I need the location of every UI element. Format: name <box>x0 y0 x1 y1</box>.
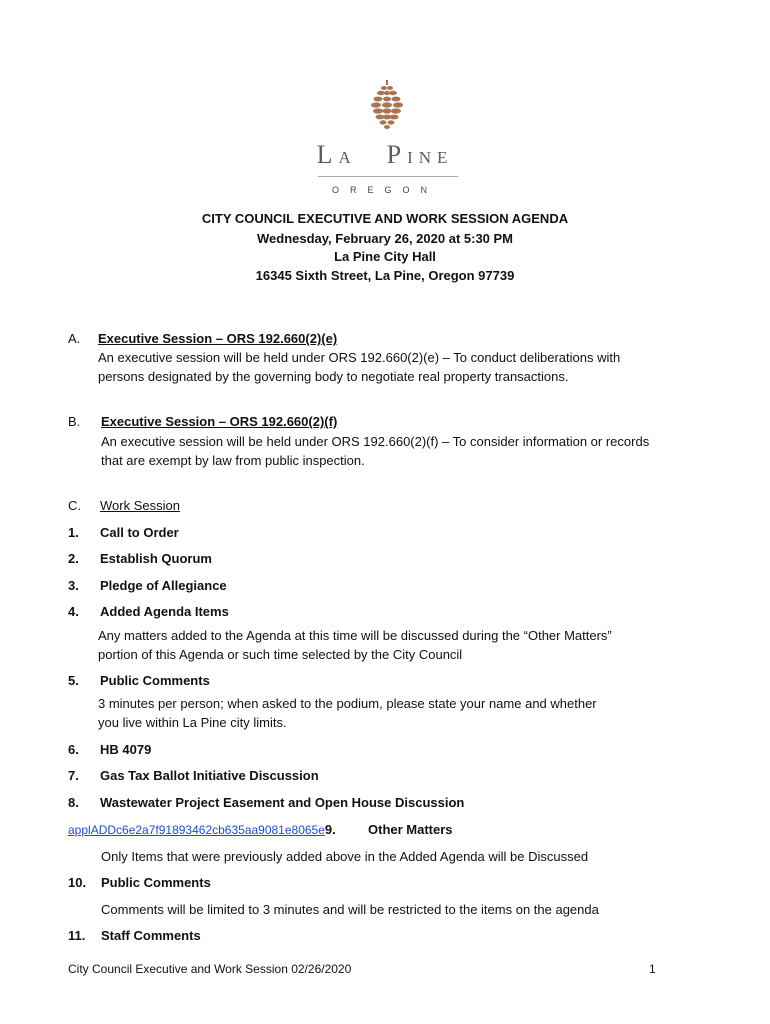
agenda-item: Public Comments <box>101 875 211 890</box>
agenda-item: Wastewater Project Easement and Open House Discussion <box>100 795 465 810</box>
item-number: 7. <box>68 768 79 783</box>
agenda-item: Establish Quorum <box>100 551 212 566</box>
item-description: portion of this Agenda or such time selected by the City Council <box>98 647 463 662</box>
item-description: you live within La Pine city limits. <box>98 715 287 730</box>
logo-letter: L <box>316 140 339 169</box>
agenda-venue: La Pine City Hall <box>334 249 436 264</box>
item-number: 11. <box>68 928 86 943</box>
agenda-item: HB 4079 <box>100 742 152 757</box>
footer-text: City Council Executive and Work Session 02/26/2020 <box>68 962 352 976</box>
item-number: 1. <box>68 525 79 540</box>
section-description: An executive session will be held under ORS 192.660(2)(e) – To conduct deliberations with <box>98 350 621 365</box>
agenda-item: Call to Order <box>100 525 179 540</box>
item-number: 2. <box>68 551 79 566</box>
embedded-link[interactable]: applADDc6e2a7f91893462cb635aa9081e8065e <box>68 823 325 837</box>
agenda-item: Added Agenda Items <box>100 604 229 619</box>
item-number: 8. <box>68 795 79 810</box>
item-number: 3. <box>68 578 79 593</box>
pinecone-logo-icon <box>367 80 407 130</box>
item-description: 3 minutes per person; when asked to the podium, please state your name and whether <box>98 696 597 711</box>
item-description: Any matters added to the Agenda at this time will be discussed during the “Other Matters” <box>98 628 612 643</box>
section-description: An executive session will be held under ORS 192.660(2)(f) – To consider information or records <box>101 434 650 449</box>
section-title: Executive Session – ORS 192.660(2)(e) <box>98 331 338 346</box>
section-letter: A. <box>68 331 81 346</box>
item-description: Only Items that were previously added above in the Added Agenda will be Discussed <box>101 849 589 864</box>
agenda-item: Other Matters <box>368 822 453 837</box>
item-number: 9. <box>324 822 336 837</box>
section-title: Work Session <box>100 498 180 513</box>
item-number: 10. <box>68 875 87 890</box>
section-description: persons designated by the governing body to negotiate real property transactions. <box>98 369 569 384</box>
agenda-address: 16345 Sixth Street, La Pine, Oregon 97739 <box>255 268 515 283</box>
logo-wordmark <box>0 140 770 170</box>
logo-divider <box>318 176 458 177</box>
agenda-item: Pledge of Allegiance <box>100 578 227 593</box>
section-letter: B. <box>68 414 81 429</box>
logo-tagline: OREGON <box>331 185 438 195</box>
item-number: 5. <box>68 673 79 688</box>
agenda-item: Public Comments <box>100 673 210 688</box>
page-number: 1 <box>649 962 656 976</box>
agenda-title: CITY COUNCIL EXECUTIVE AND WORK SESSION AGENDA <box>201 211 569 226</box>
item-9-row <box>68 822 336 837</box>
section-title: Executive Session – ORS 192.660(2)(f) <box>101 414 338 429</box>
section-description: that are exempt by law from public inspection. <box>101 453 365 468</box>
item-number: 6. <box>68 742 79 757</box>
agenda-datetime: Wednesday, February 26, 2020 at 5:30 PM <box>256 231 514 246</box>
logo-letter: INE <box>407 148 454 167</box>
agenda-item: Gas Tax Ballot Initiative Discussion <box>100 768 319 783</box>
item-number: 4. <box>68 604 79 619</box>
logo-letter: A <box>338 148 356 167</box>
section-letter: C. <box>68 498 81 513</box>
item-description: Comments will be limited to 3 minutes and will be restricted to the items on the agenda <box>101 902 599 917</box>
logo-letter: P <box>386 140 408 169</box>
agenda-item: Staff Comments <box>101 928 201 943</box>
